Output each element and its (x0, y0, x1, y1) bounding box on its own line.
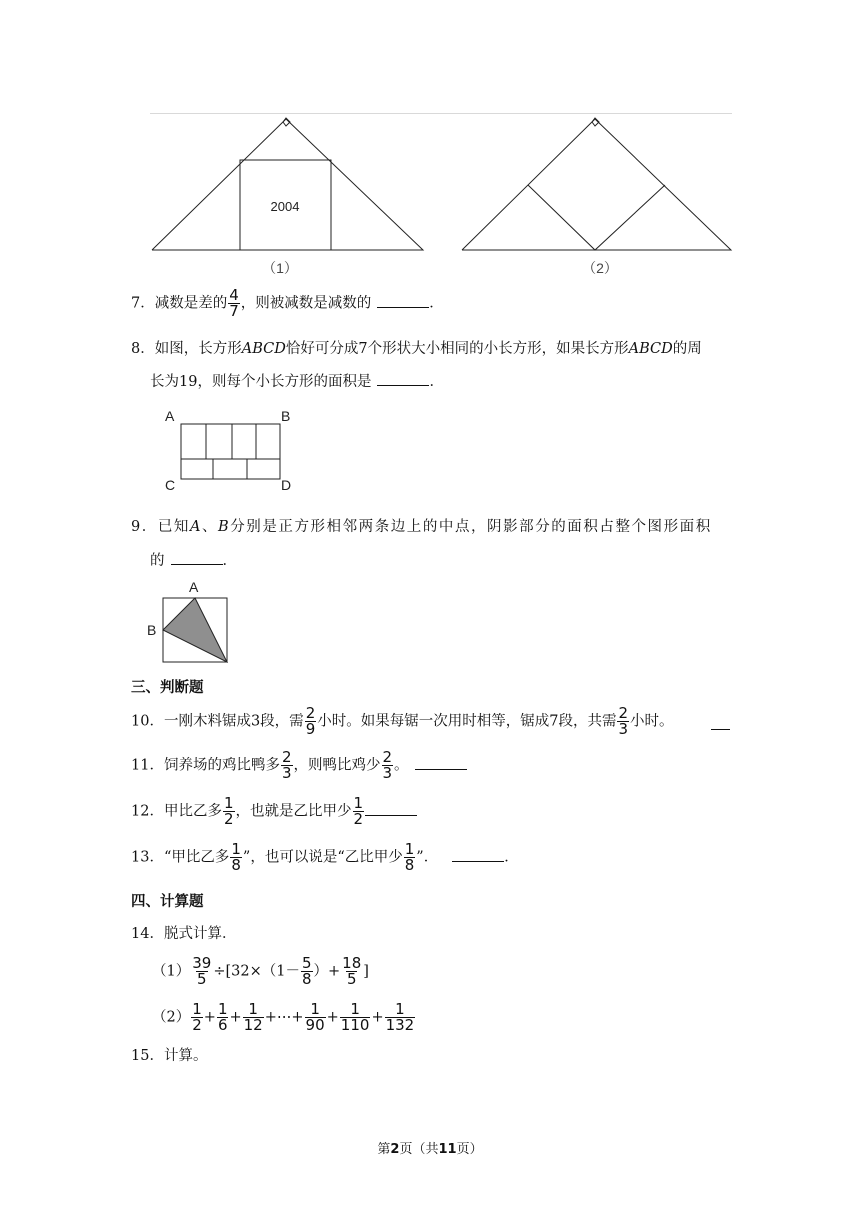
label-a: A (189, 579, 199, 595)
fraction: $\frac{1}{8}$ (404, 840, 415, 874)
fraction: $\frac{5}{8}$ (301, 954, 312, 988)
question-9-line-1: 9．已知A、B分别是正方形相邻两条边上的中点，阴影部分的面积占整个图形面积 (131, 519, 712, 535)
figure-2 (462, 118, 731, 250)
answer-blank[interactable] (377, 293, 429, 308)
question-14-part-1: （1） $\frac{39}{5}$ ÷[32×（1－ $\frac{5}{8}$ ）+ $\frac{18}{5}$ ] (152, 954, 369, 988)
fraction: $\frac{18}{5}$ (342, 954, 362, 988)
label-b: B (147, 622, 157, 638)
page-footer: 第2页（共11页） (377, 1142, 483, 1157)
section-3-heading: 三、判断题 (131, 680, 204, 696)
question-8-line-2: 长为19，则每个小长方形的面积是 ． (150, 371, 444, 392)
question-14-part-2: （2） $\frac{1}{2}$ + $\frac{1}{6}$ + $\frac{1}{12}$ +⋯+ $\frac{1}{90}$ + $\frac{1}{110}$ + $\frac{1}{132}$ (152, 1000, 415, 1034)
fraction: $\frac{4}{7}$ (229, 286, 239, 320)
question-10: 10．一刚木料锯成3段，需 $\frac{2}{9}$ 小时。如果每锯一次用时相等，锯成7段，共需 $\frac{2}{3}$ 小时。 (131, 704, 674, 738)
answer-blank[interactable] (711, 729, 730, 730)
fraction: $\frac{1}{90}$ (305, 1000, 325, 1034)
question-14: 14．脱式计算． (131, 926, 237, 942)
rectangle-abcd-figure (160, 404, 300, 494)
fraction: $\frac{2}{3}$ (618, 704, 629, 738)
question-7: 7．减数是差的 $\frac{4}{7}$ ，则被减数是减数的 ． (131, 286, 444, 320)
label-a: A (165, 408, 175, 424)
fraction: $\frac{1}{6}$ (217, 1000, 228, 1034)
fraction: $\frac{39}{5}$ (192, 954, 212, 988)
fraction: $\frac{1}{8}$ (231, 840, 241, 874)
square-shaded-figure (142, 576, 237, 668)
fraction: $\frac{2}{3}$ (281, 748, 292, 782)
answer-blank[interactable] (377, 371, 429, 386)
figure-1 (152, 118, 423, 250)
figure-1-square-text: 2004 (270, 199, 300, 214)
section-4-heading: 四、计算题 (131, 894, 204, 910)
answer-blank[interactable] (365, 801, 417, 816)
question-15: 15．计算。 (131, 1048, 208, 1064)
question-13: 13．“甲比乙多 $\frac{1}{8}$ ”，也可以说是“乙比甲少 $\frac{1}{8}$ ”． ． (131, 840, 519, 874)
label-b: B (281, 408, 291, 424)
fraction: $\frac{2}{9}$ (305, 704, 316, 738)
fraction: $\frac{1}{12}$ (243, 1000, 263, 1034)
answer-blank[interactable] (415, 755, 467, 770)
triangle-figures (140, 112, 745, 282)
fraction: $\frac{1}{2}$ (353, 794, 364, 828)
fraction: $\frac{1}{2}$ (223, 794, 234, 828)
fraction: $\frac{1}{110}$ (340, 1000, 370, 1034)
fraction: $\frac{1}{2}$ (192, 1000, 202, 1034)
question-9-line-2: 的 ． (150, 550, 237, 571)
fraction: $\frac{1}{132}$ (385, 1000, 415, 1034)
fraction: $\frac{2}{3}$ (382, 748, 393, 782)
question-8-line-1: 8．如图，长方形ABCD恰好可分成7个形状大小相同的小长方形，如果长方形ABCD的周 (131, 341, 702, 357)
figure-2-label: （2） (582, 260, 618, 276)
answer-blank[interactable] (171, 550, 223, 565)
question-11: 11．饲养场的鸡比鸭多 $\frac{2}{3}$ ，则鸭比鸡少 $\frac{2}{3}$ 。 (131, 750, 467, 781)
question-12: 12．甲比乙多 $\frac{1}{2}$ ，也就是乙比甲少 $\frac{1}{2}$ (131, 796, 417, 827)
label-d: D (281, 477, 292, 493)
figure-1-label: （1） (262, 260, 298, 276)
label-c: C (165, 477, 176, 493)
answer-blank[interactable] (452, 847, 504, 862)
